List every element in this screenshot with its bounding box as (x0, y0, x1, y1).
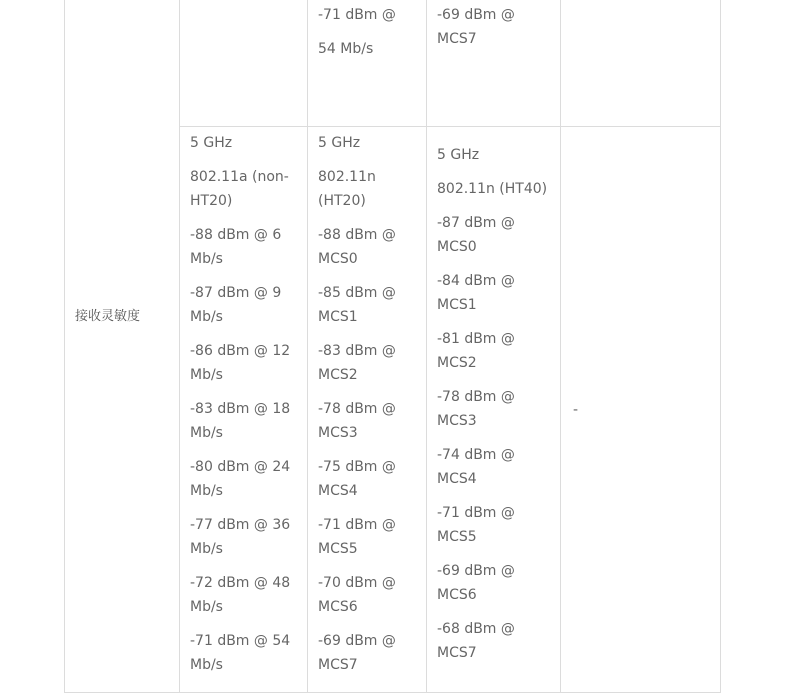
spec-entry: -88 dBm @ 6 Mb/s (190, 227, 282, 267)
spec-entry: -87 dBm @ 9 Mb/s (190, 285, 282, 325)
spec-entry: -88 dBm @ MCS0 (318, 227, 396, 267)
spec-entry: -78 dBm @ MCS3 (318, 401, 396, 441)
spec-entry: 5 GHz (190, 135, 233, 151)
spec-entry: 54 Mb/s (318, 41, 374, 57)
spec-entry: -78 dBm @ MCS3 (437, 389, 515, 429)
spec-entry: -81 dBm @ MCS2 (437, 331, 515, 371)
spec-entry: -69 dBm @ MCS7 (437, 7, 515, 47)
spec-entry: -87 dBm @ MCS0 (437, 215, 515, 255)
spec-entry: -69 dBm @ MCS6 (437, 563, 515, 603)
spec-entry: -80 dBm @ 24 Mb/s (190, 459, 291, 499)
spec-entry: -75 dBm @ MCS4 (318, 459, 396, 499)
spec-entry: 802.11n (HT20) (318, 169, 376, 209)
cell-bottom-b (308, 127, 427, 693)
table-row-top (65, 0, 721, 127)
spec-entry: -86 dBm @ 12 Mb/s (190, 343, 291, 383)
spec-entry: 802.11a (non-HT20) (190, 169, 289, 209)
spec-entry: -71 dBm @ MCS5 (318, 517, 396, 557)
cell-top-c-list (427, 0, 560, 55)
spec-entry: -69 dBm @ MCS7 (318, 633, 396, 673)
spec-entry: -72 dBm @ 48 Mb/s (190, 575, 291, 615)
cell-bottom-a-list (180, 127, 307, 681)
spec-entry: 5 GHz (318, 135, 361, 151)
spec-entry: -74 dBm @ MCS4 (437, 447, 515, 487)
cell-bottom-a (180, 127, 308, 693)
cell-top-c (427, 0, 561, 127)
spec-entry: -71 dBm @ MCS5 (437, 505, 515, 545)
cell-top-b-list (308, 0, 426, 65)
spec-entry: -83 dBm @ MCS2 (318, 343, 396, 383)
cell-top-b (308, 0, 427, 127)
spec-entry: -83 dBm @ 18 Mb/s (190, 401, 291, 441)
cell-top-d (561, 0, 721, 127)
cell-bottom-b-list (308, 127, 426, 681)
spec-entry: -71 dBm @ 54 Mb/s (190, 633, 291, 673)
spec-entry: 5 GHz (437, 147, 480, 163)
spec-table (64, 0, 721, 693)
cell-bottom-d: - (561, 127, 721, 693)
spec-entry: -84 dBm @ MCS1 (437, 273, 515, 313)
spec-entry: -77 dBm @ 36 Mb/s (190, 517, 291, 557)
spec-entry: -85 dBm @ MCS1 (318, 285, 396, 325)
row-label-receive-sensitivity: 接收灵敏度 (65, 0, 180, 693)
cell-bottom-c (427, 127, 561, 693)
spec-entry: -68 dBm @ MCS7 (437, 621, 515, 661)
spec-entry: 802.11n (HT40) (437, 181, 548, 197)
cell-bottom-c-list (427, 127, 560, 669)
spec-entry: -70 dBm @ MCS6 (318, 575, 396, 615)
spec-entry: -71 dBm @ (318, 7, 396, 23)
cell-top-a (180, 0, 308, 127)
